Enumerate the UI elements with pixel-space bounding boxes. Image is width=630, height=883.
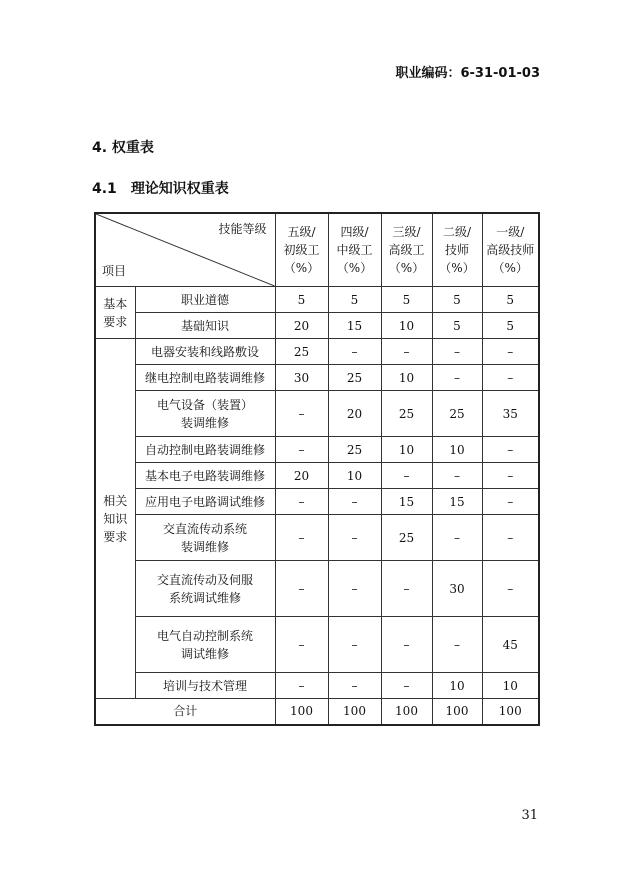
- weight-value: –: [328, 673, 381, 699]
- table-row: [95, 437, 539, 463]
- weight-value: –: [275, 561, 328, 617]
- total-row: [95, 699, 539, 725]
- weight-value: 5: [328, 287, 381, 313]
- weight-value: 20: [275, 463, 328, 489]
- weight-value: 15: [432, 489, 482, 515]
- weight-value: –: [275, 673, 328, 699]
- row-label: 基本电子电路装调维修: [135, 463, 275, 489]
- total-value: 100: [275, 699, 328, 725]
- weight-value: –: [482, 437, 539, 463]
- weight-value: –: [432, 463, 482, 489]
- level-header: 一级/ 高级技师 （%）: [482, 213, 539, 287]
- weight-value: 10: [381, 313, 432, 339]
- weight-value: 45: [482, 617, 539, 673]
- weight-value: 30: [275, 365, 328, 391]
- weight-value: –: [381, 673, 432, 699]
- table-row: [95, 391, 539, 437]
- total-value: 100: [381, 699, 432, 725]
- row-label: 继电控制电路装调维修: [135, 365, 275, 391]
- weight-value: –: [275, 391, 328, 437]
- row-label: 电气设备（装置） 装调维修: [135, 391, 275, 437]
- table-row: [95, 365, 539, 391]
- weight-value: 25: [381, 515, 432, 561]
- weight-value: –: [275, 489, 328, 515]
- weight-value: –: [328, 515, 381, 561]
- total-label: 合计: [95, 699, 275, 725]
- table-row: [95, 673, 539, 699]
- weight-value: 15: [328, 313, 381, 339]
- weight-value: 10: [381, 365, 432, 391]
- section-title: 4. 权重表: [92, 140, 154, 156]
- weight-value: 30: [432, 561, 482, 617]
- level-header: 二级/ 技师 （%）: [432, 213, 482, 287]
- weight-value: –: [381, 339, 432, 365]
- corner-cell: [95, 213, 275, 287]
- row-label: 职业道德: [135, 287, 275, 313]
- row-label: 交直流传动及伺服 系统调试维修: [135, 561, 275, 617]
- weight-value: –: [482, 463, 539, 489]
- weight-value: 5: [482, 313, 539, 339]
- level-header: 四级/ 中级工 （%）: [328, 213, 381, 287]
- occupation-code: 职业编码：6-31-01-03: [395, 66, 540, 81]
- level-header: 三级/ 高级工 （%）: [381, 213, 432, 287]
- subsection-title: [92, 178, 229, 198]
- weight-value: –: [432, 365, 482, 391]
- level-header: 五级/ 初级工 （%）: [275, 213, 328, 287]
- weight-value: 10: [432, 673, 482, 699]
- weight-value: –: [482, 365, 539, 391]
- row-label: 应用电子电路调试维修: [135, 489, 275, 515]
- table-row: [95, 515, 539, 561]
- row-label: 培训与技术管理: [135, 673, 275, 699]
- weight-value: –: [328, 617, 381, 673]
- weight-value: –: [432, 339, 482, 365]
- weight-value: 20: [328, 391, 381, 437]
- subsection-text: 理论知识权重表: [130, 181, 229, 197]
- row-label: 自动控制电路装调维修: [135, 437, 275, 463]
- weight-value: –: [328, 489, 381, 515]
- weight-value: –: [482, 561, 539, 617]
- table-row: [95, 489, 539, 515]
- weight-value: 20: [275, 313, 328, 339]
- weight-value: 25: [275, 339, 328, 365]
- group-basic-requirements: 基本 要求: [95, 287, 135, 339]
- weight-value: 25: [328, 437, 381, 463]
- table-row: [95, 287, 539, 313]
- weight-value: 5: [432, 313, 482, 339]
- row-label: 交直流传动系统 装调维修: [135, 515, 275, 561]
- weight-value: 25: [381, 391, 432, 437]
- table-row: [95, 313, 539, 339]
- total-value: 100: [328, 699, 381, 725]
- weight-value: 10: [381, 437, 432, 463]
- weight-value: –: [482, 489, 539, 515]
- weight-value: –: [275, 515, 328, 561]
- weight-value: –: [482, 339, 539, 365]
- weight-value: 10: [328, 463, 381, 489]
- total-value: 100: [432, 699, 482, 725]
- table-row: [95, 561, 539, 617]
- group-related-knowledge: 相关 知识 要求: [95, 339, 135, 699]
- table-row: [95, 463, 539, 489]
- weight-value: 35: [482, 391, 539, 437]
- corner-item-label: 项目: [102, 264, 127, 278]
- weight-value: 15: [381, 489, 432, 515]
- page-number: 31: [521, 808, 538, 823]
- weight-value: –: [381, 617, 432, 673]
- row-label: 电器安装和线路敷设: [135, 339, 275, 365]
- weight-value: –: [432, 515, 482, 561]
- table-row: [95, 339, 539, 365]
- table-row: [95, 617, 539, 673]
- header-row: [95, 213, 539, 287]
- weight-value: 10: [432, 437, 482, 463]
- weight-value: 5: [482, 287, 539, 313]
- corner-level-label: 技能等级: [218, 222, 267, 236]
- weight-table: [94, 212, 540, 726]
- weight-value: 5: [381, 287, 432, 313]
- weight-value: 10: [482, 673, 539, 699]
- weight-value: 25: [328, 365, 381, 391]
- row-label: 基础知识: [135, 313, 275, 339]
- weight-value: 25: [432, 391, 482, 437]
- total-value: 100: [482, 699, 539, 725]
- weight-value: –: [482, 515, 539, 561]
- weight-value: –: [432, 617, 482, 673]
- weight-value: –: [328, 339, 381, 365]
- weight-value: –: [381, 463, 432, 489]
- weight-value: –: [275, 617, 328, 673]
- weight-value: 5: [432, 287, 482, 313]
- weight-value: 5: [275, 287, 328, 313]
- row-label: 电气自动控制系统 调试维修: [135, 617, 275, 673]
- subsection-number: 4.1: [92, 181, 117, 197]
- weight-value: –: [275, 437, 328, 463]
- weight-value: –: [381, 561, 432, 617]
- weight-value: –: [328, 561, 381, 617]
